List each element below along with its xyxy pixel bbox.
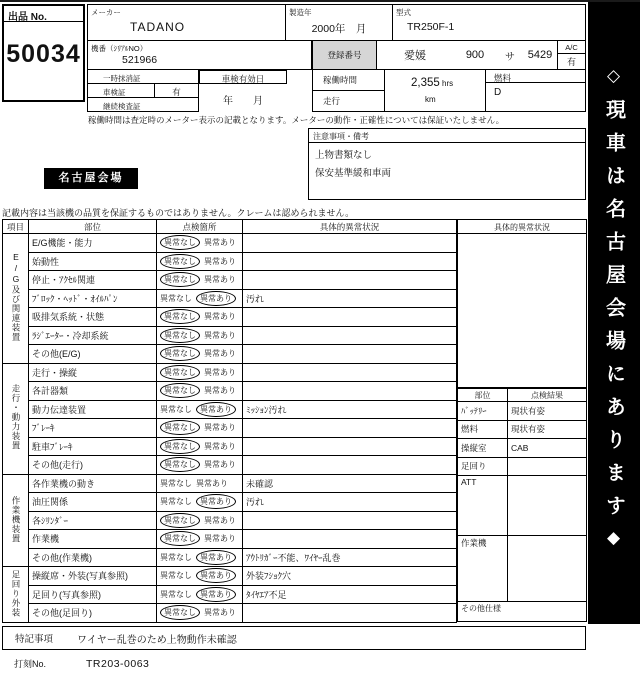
abnormal-detail: ｱｳﾄﾘｶﾞｰ不能、ﾜｲﾔｰ乱巻 — [243, 548, 457, 567]
note-line: 保安基準緩和車両 — [315, 168, 392, 179]
item-group-label — [3, 363, 29, 474]
no-abnormality-option: 異常なし — [160, 531, 200, 546]
diamond-top-icon: ◇ — [604, 65, 624, 99]
part-name: 走行・操縦 — [29, 363, 157, 382]
meter-labels — [313, 70, 385, 111]
no-abnormality-option: 異常なし — [160, 328, 200, 343]
special-note-box — [2, 626, 586, 650]
no-abnormality-option: 異常なし — [160, 309, 200, 324]
col-item-header: 項目 — [3, 220, 29, 234]
abnormality-option: 異常あり — [204, 256, 236, 266]
check-options — [157, 604, 243, 623]
no-abnormality-option: 異常なし — [160, 513, 200, 528]
check-options — [157, 252, 243, 271]
registration-label: 登録番号 — [313, 41, 377, 69]
abnormality-option: 異常あり — [204, 330, 236, 340]
abnormality-option: 異常あり — [204, 515, 236, 525]
item-group-label — [3, 234, 29, 364]
result-value: 現状有姿 — [508, 420, 587, 439]
mfg-year-value: 2000年 月 — [311, 23, 367, 35]
model-value: TR250F-1 — [407, 21, 455, 33]
shaken-valid-label: 車検有効日 — [199, 70, 287, 84]
no-abnormality-option: 異常なし — [160, 272, 200, 287]
ac-box — [557, 41, 585, 69]
diamond-bottom-icon: ◆ — [604, 527, 624, 561]
abnormal-detail: ﾀｲﾔｴｱ不足 — [243, 585, 457, 604]
abnormal-detail — [243, 308, 457, 327]
inspection-row — [3, 234, 457, 253]
abnormal-detail — [243, 252, 457, 271]
part-name: E/G機能・能力 — [29, 234, 157, 253]
abnormal-detail — [243, 345, 457, 364]
abnormality-option: 異常あり — [196, 587, 236, 602]
doc-shaken-label: 車検証 — [103, 88, 126, 97]
check-options — [157, 585, 243, 604]
part-name: 各計器類 — [29, 382, 157, 401]
inspection-row — [3, 419, 457, 438]
part-name: 各ｼﾘﾝﾀﾞｰ — [29, 511, 157, 530]
doc-continuation-label: 継続検査証 — [88, 98, 199, 112]
abnormal-detail: 汚れ — [243, 493, 457, 512]
notes-box — [308, 128, 586, 200]
registration-class: 900 — [465, 49, 485, 61]
abnormal-detail — [243, 530, 457, 549]
abnormality-option: 異常あり — [196, 478, 228, 488]
hours-unit: hrs — [442, 79, 454, 88]
check-options — [157, 308, 243, 327]
check-options — [157, 326, 243, 345]
abnormality-option: 異常あり — [204, 441, 236, 451]
inspection-row — [3, 252, 457, 271]
doc-shaken-row — [88, 84, 199, 98]
doc-temp-erasure-label: 一時抹消証 — [88, 70, 199, 84]
no-abnormality-option: 異常なし — [160, 235, 200, 250]
result-part: 操縦室 — [458, 439, 508, 458]
abnormal-detail — [243, 511, 457, 530]
col-detail-header: 具体的異常状況 — [243, 220, 457, 234]
stamp-number-row — [14, 657, 149, 670]
item-group-label-text: 作業機装置 — [10, 495, 21, 543]
part-name: その他(足回り) — [29, 604, 157, 623]
part-name: その他(走行) — [29, 456, 157, 475]
exhibit-number-box — [2, 4, 85, 102]
no-abnormality-option: 異常なし — [160, 589, 192, 599]
mfg-year-label: 製造年 — [289, 8, 312, 17]
serial-cell — [87, 41, 312, 70]
detail-box — [457, 219, 587, 388]
abnormality-option: 異常あり — [204, 534, 236, 544]
travel-label: 走行 — [313, 90, 384, 111]
item-group-label-text: 走行・動力装置 — [10, 384, 21, 451]
serial-label: 機番（ｼﾘｱﾙNO） — [91, 44, 148, 53]
meter-values — [385, 70, 485, 111]
venue-side-banner-text — [600, 66, 629, 561]
hours-label: 稼働時間 — [323, 75, 358, 85]
inspection-row — [3, 511, 457, 530]
no-abnormality-option: 異常なし — [160, 605, 200, 620]
result-part: ATT — [458, 476, 508, 536]
part-name: その他(作業機) — [29, 548, 157, 567]
shaken-valid-block — [199, 70, 287, 112]
result-value — [508, 476, 587, 536]
registration-number: 5429 — [527, 49, 553, 61]
result-part: 足回り — [458, 457, 508, 476]
result-col-part: 部位 — [458, 389, 508, 402]
meter-disclaimer: 稼働時間は査定時のメーター表示の記載となります。メーターの動作・正確性については保証いたしません。 — [88, 115, 505, 125]
abnormality-option: 異常あり — [196, 494, 236, 509]
no-abnormality-option: 異常なし — [160, 365, 200, 380]
inspection-row — [3, 382, 457, 401]
part-name: ﾌﾞﾚｰｷ — [29, 419, 157, 438]
model-cell — [393, 4, 586, 41]
abnormality-option: 異常あり — [196, 550, 236, 565]
quality-disclaimer: 記載内容は当該機の品質を保証するものではありません。クレームは認められません。 — [2, 208, 355, 218]
special-note-value: ワイヤー乱巻のため上物動作未確認 — [77, 634, 237, 646]
abnormal-detail — [243, 604, 457, 623]
inspection-row — [3, 585, 457, 604]
abnormal-detail — [243, 456, 457, 475]
check-options — [157, 567, 243, 586]
abnormal-detail — [243, 363, 457, 382]
maker-label: メーカー — [91, 8, 121, 17]
other-spec-row — [458, 602, 587, 622]
abnormal-detail: ﾐｯｼｮﾝ汚れ — [243, 400, 457, 419]
abnormality-option: 異常あり — [204, 386, 236, 396]
abnormality-option: 異常あり — [204, 238, 236, 248]
abnormal-detail: 未確認 — [243, 474, 457, 493]
item-group-label-text: 足回り外装 — [10, 569, 21, 617]
shaken-valid-value: 年 月 — [223, 96, 263, 107]
inspection-row — [3, 400, 457, 419]
result-header-row — [458, 389, 587, 402]
no-abnormality-option: 異常なし — [160, 346, 200, 361]
exhibit-no-label: 出品 No. — [4, 6, 83, 22]
inspection-row — [3, 363, 457, 382]
abnormality-option: 異常あり — [196, 291, 236, 306]
check-options — [157, 345, 243, 364]
serial-value: 521966 — [122, 54, 158, 66]
part-name: 各作業機の動き — [29, 474, 157, 493]
inspection-row — [3, 308, 457, 327]
no-abnormality-option: 異常なし — [160, 497, 192, 507]
part-name: 作業機 — [29, 530, 157, 549]
inspection-area — [2, 219, 586, 623]
result-row — [458, 457, 587, 476]
check-options — [157, 271, 243, 290]
part-name: その他(E/G) — [29, 345, 157, 364]
abnormal-detail — [243, 271, 457, 290]
part-name: 駐車ﾌﾞﾚｰｷ — [29, 437, 157, 456]
result-row — [458, 439, 587, 458]
no-abnormality-option: 異常なし — [160, 404, 192, 414]
part-name: 停止・ｱｸｾﾙ関連 — [29, 271, 157, 290]
result-table — [457, 388, 587, 622]
abnormality-option: 異常あり — [204, 312, 236, 322]
stamp-number-label: 打刻No. — [14, 659, 47, 669]
no-abnormality-option: 異常なし — [160, 439, 200, 454]
check-options — [157, 400, 243, 419]
documents-block — [87, 70, 199, 112]
col-part-header: 部位 — [29, 220, 157, 234]
part-name: 操縦席・外装(写真参照) — [29, 567, 157, 586]
result-row — [458, 420, 587, 439]
abnormality-option: 異常あり — [196, 568, 236, 583]
no-abnormality-option: 異常なし — [160, 420, 200, 435]
inspection-row — [3, 437, 457, 456]
item-group-label — [3, 474, 29, 567]
check-options — [157, 474, 243, 493]
check-options — [157, 437, 243, 456]
check-options — [157, 548, 243, 567]
no-abnormality-option: 異常なし — [160, 571, 192, 581]
part-name: ﾌﾞﾛｯｸ・ﾍｯﾄﾞ・ｵｲﾙﾊﾟﾝ — [29, 289, 157, 308]
model-label: 型式 — [396, 8, 411, 17]
result-row — [458, 536, 587, 602]
result-value — [508, 457, 587, 476]
detail-box-header: 具体的異常状況 — [458, 220, 586, 234]
abnormal-detail — [243, 437, 457, 456]
check-options — [157, 511, 243, 530]
abnormality-option: 異常あり — [204, 460, 236, 470]
part-name: 吸排気系統・状態 — [29, 308, 157, 327]
check-options — [157, 530, 243, 549]
no-abnormality-option: 異常なし — [160, 457, 200, 472]
inspection-row — [3, 289, 457, 308]
result-row — [458, 476, 587, 536]
abnormal-detail — [243, 234, 457, 253]
check-options — [157, 382, 243, 401]
fuel-cell — [485, 70, 585, 111]
fuel-value: D — [494, 87, 502, 98]
mfg-year-cell — [286, 4, 393, 41]
meter-block — [312, 70, 586, 112]
result-value — [508, 536, 587, 602]
doc-shaken-value: 有 — [154, 84, 198, 97]
travel-unit: km — [425, 95, 436, 104]
abnormal-detail — [243, 326, 457, 345]
special-note-label: 特記事項 — [15, 634, 54, 645]
hours-value-row — [385, 70, 485, 89]
no-abnormality-option: 異常なし — [160, 478, 192, 488]
item-group-label — [3, 567, 29, 623]
note-line: 上物書類なし — [315, 150, 373, 161]
part-name: 足回り(写真参照) — [29, 585, 157, 604]
abnormal-detail: 汚れ — [243, 289, 457, 308]
no-abnormality-option: 異常なし — [160, 383, 200, 398]
registration-kana: サ — [505, 51, 515, 63]
abnormality-option: 異常あり — [204, 367, 236, 377]
inspection-row — [3, 474, 457, 493]
abnormal-detail — [243, 382, 457, 401]
part-name: ﾗｼﾞｴｰﾀｰ・冷却系統 — [29, 326, 157, 345]
hours-value: 2,355 — [411, 77, 440, 89]
ac-label: A/C — [558, 41, 585, 54]
check-options — [157, 363, 243, 382]
inspection-row — [3, 493, 457, 512]
part-name: 動力伝達装置 — [29, 400, 157, 419]
notes-title: 注意事項・備考 — [309, 129, 585, 143]
abnormality-option: 異常あり — [204, 349, 236, 359]
inspection-row — [3, 567, 457, 586]
venue-side-banner — [588, 2, 640, 624]
other-spec-label: その他仕様 — [458, 602, 587, 622]
check-options — [157, 289, 243, 308]
no-abnormality-option: 異常なし — [160, 552, 192, 562]
right-panel — [457, 219, 587, 622]
result-col-result: 点検結果 — [508, 389, 587, 402]
registration-area: 愛媛 — [404, 50, 426, 62]
item-group-label-text: E/G及び関連装置 — [10, 252, 21, 343]
part-name: 油圧関係 — [29, 493, 157, 512]
result-part: 燃料 — [458, 420, 508, 439]
fuel-label: 燃料 — [486, 70, 585, 83]
ac-value: 有 — [566, 57, 576, 67]
inspection-row — [3, 271, 457, 290]
check-options — [157, 456, 243, 475]
check-options — [157, 419, 243, 438]
abnormality-option: 異常あり — [196, 402, 236, 417]
result-value: CAB — [508, 439, 587, 458]
result-part: ﾊﾞｯﾃﾘｰ — [458, 402, 508, 421]
col-check-header: 点検箇所 — [157, 220, 243, 234]
abnormality-option: 異常あり — [204, 275, 236, 285]
header — [2, 4, 586, 112]
abnormality-option: 異常あり — [204, 423, 236, 433]
inspection-row — [3, 326, 457, 345]
result-value: 現状有姿 — [508, 402, 587, 421]
abnormal-detail: 外装ﾌｼｮｸ穴 — [243, 567, 457, 586]
abnormal-detail — [243, 419, 457, 438]
check-options — [157, 234, 243, 253]
inspection-table — [2, 219, 457, 623]
result-row — [458, 402, 587, 421]
abnormality-option: 異常あり — [204, 608, 236, 618]
inspection-row — [3, 604, 457, 623]
venue-badge: 名古屋会場 — [44, 168, 138, 189]
result-part: 作業機 — [458, 536, 508, 602]
inspection-row — [3, 456, 457, 475]
inspection-row — [3, 530, 457, 549]
stamp-number-value: TR203-0063 — [86, 658, 150, 670]
inspection-header-row — [3, 220, 457, 234]
check-options — [157, 493, 243, 512]
banner-message: 現車は名古屋会場にあります — [602, 98, 625, 528]
maker-cell — [87, 4, 286, 41]
no-abnormality-option: 異常なし — [160, 254, 200, 269]
no-abnormality-option: 異常なし — [160, 293, 192, 303]
part-name: 始動性 — [29, 252, 157, 271]
registration-block — [312, 41, 586, 70]
inspection-row — [3, 345, 457, 364]
inspection-row — [3, 548, 457, 567]
maker-value: TADANO — [130, 20, 186, 34]
exhibit-no-value: 50034 — [6, 40, 81, 68]
